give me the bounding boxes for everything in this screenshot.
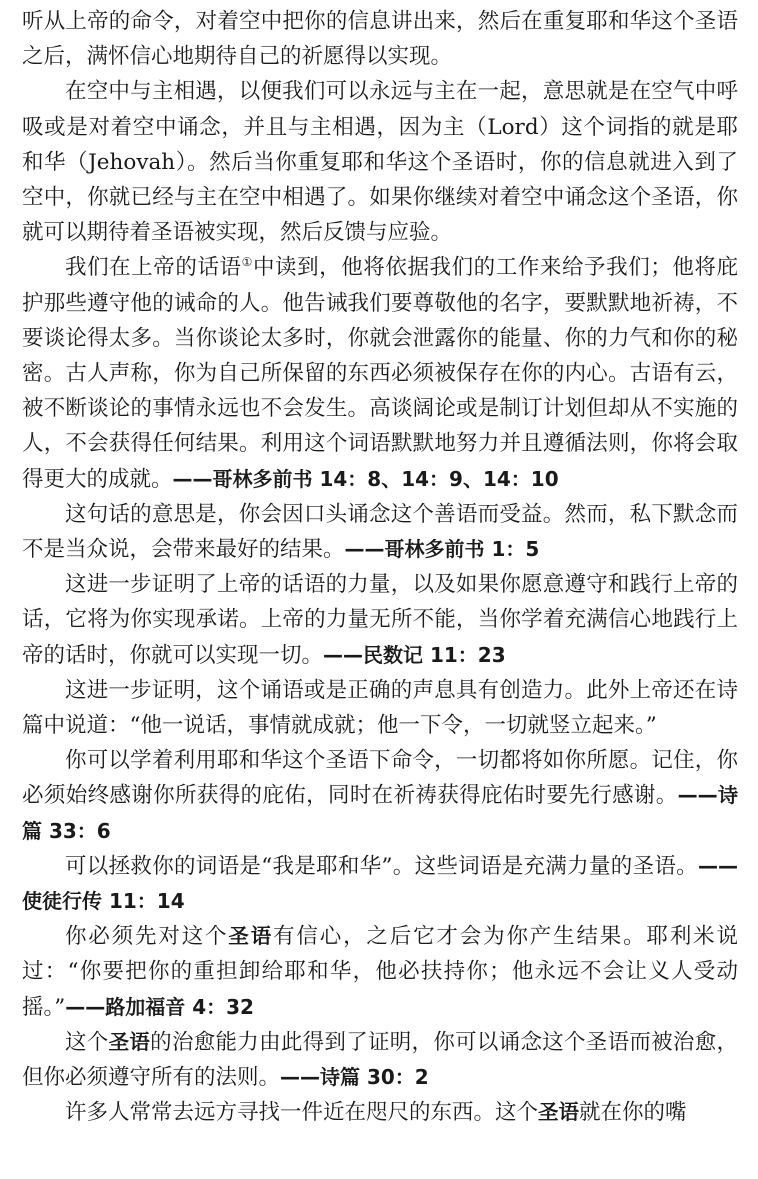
scripture-reference: ——民数记 11：23 <box>323 642 506 667</box>
paragraph-text: 这句话的意思是，你会因口头诵念这个善语而受益。然而，私下默念而不是当众说，会带来最好的结果。 <box>22 501 738 563</box>
scripture-reference: ——诗篇 30：2 <box>280 1065 429 1090</box>
scripture-reference: ——路加福音 4：32 <box>65 994 254 1019</box>
paragraph-7 <box>22 743 738 849</box>
paragraph-10 <box>22 1025 738 1095</box>
paragraph-3 <box>22 250 738 496</box>
paragraph-1 <box>22 4 738 74</box>
paragraph-text: 在空中与主相遇，以便我们可以永远与主在一起，意思就是在空气中呼吸或是对着空中诵念，并且与主相遇，因为主（Lord）这个词指的就是耶和华（Jehovah）。然后当你重复耶和华这个圣语时，你的信息就进入到了空中，你就已经与主在空中相遇了。如果你继续对着空中诵念这个圣语，你就可以期待着圣语被实现，然后反馈与应验。 <box>22 79 738 246</box>
paragraph-2 <box>22 74 738 250</box>
paragraph-9 <box>22 919 738 1025</box>
scripture-reference: ——诗篇 33：6 <box>22 783 738 843</box>
paragraph-text-after: 中读到，他将依据我们的工作来给予我们；他将庇护那些遵守他的诫命的人。他告诫我们要尊敬他的名字，要默默地祈祷，不要谈论得太多。当你谈论太多时，你就会泄露你的能量、你的力气和你的秘密。古人声称，你为自己所保留的东西必须被保存在你的内心。古语有云，被不断谈论的事情永远也不会发生。高谈阔论或是制订计划但却从不实施的人，不会获得任何结果。利用这个词语默默地努力并且遵循法则，你将会取得更大的成就。 <box>22 255 738 492</box>
paragraph-text: 这进一步证明了上帝的话语的力量，以及如果你愿意遵守和践行上帝的话，它将为你实现承诺。上帝的力量无所不能，当你学着充满信心地践行上帝的话时，你就可以实现一切。 <box>22 572 738 668</box>
paragraph-text-before: 这个 <box>65 1029 109 1055</box>
bold-term: 圣语 <box>228 924 274 949</box>
paragraph-text: 听从上帝的命令，对着空中把你的信息讲出来，然后在重复耶和华这个圣语之后，满怀信心地期待自己的祈愿得以实现。 <box>22 9 738 70</box>
paragraph-4 <box>22 497 738 567</box>
paragraph-text: 这进一步证明，这个诵语或是正确的声息具有创造力。此外上帝还在诗篇中说道：“他一说话，事情就成就；他一下令，一切就竖立起来。” <box>22 677 738 739</box>
bold-term: 圣语 <box>108 1029 151 1054</box>
scripture-reference: ——哥林多前书 1：5 <box>344 537 540 562</box>
scripture-reference: ——哥林多前书 14：8、14：9、14：10 <box>172 466 559 491</box>
paragraph-5 <box>22 567 738 673</box>
paragraph-text-after: 就在你的嘴 <box>579 1100 687 1126</box>
paragraph-text-before: 许多人常常去远方寻找一件近在咫尺的东西。这个 <box>65 1100 539 1126</box>
bold-term: 圣语 <box>538 1100 580 1125</box>
footnote-marker: ① <box>241 255 253 270</box>
paragraph-text-before: 你必须先对这个 <box>65 924 229 950</box>
paragraph-text-after: 的治愈能力由此得到了证明，你可以诵念这个圣语而被治愈，但你必须遵守所有的法则。 <box>22 1029 738 1091</box>
paragraph-11 <box>22 1095 738 1130</box>
paragraph-text-after: 有信心，之后它才会为你产生结果。耶利米说过：“你要把你的重担卸给耶和华，他必扶持你；他永远不会让义人受动摇。” <box>22 924 738 1020</box>
paragraph-text: 可以拯救你的词语是“我是耶和华”。这些词语是充满力量的圣语。 <box>65 853 698 879</box>
scripture-reference: ——使徒行传 11：14 <box>22 853 738 914</box>
paragraph-6 <box>22 673 738 743</box>
paragraph-text: 你可以学着利用耶和华这个圣语下命令，一切都将如你所愿。记住，你必须始终感谢你所获得的庇佑，同时在祈祷获得庇佑时要先行感谢。 <box>22 748 738 809</box>
paragraph-8 <box>22 849 738 919</box>
paragraph-text-before: 我们在上帝的话语 <box>65 255 242 281</box>
